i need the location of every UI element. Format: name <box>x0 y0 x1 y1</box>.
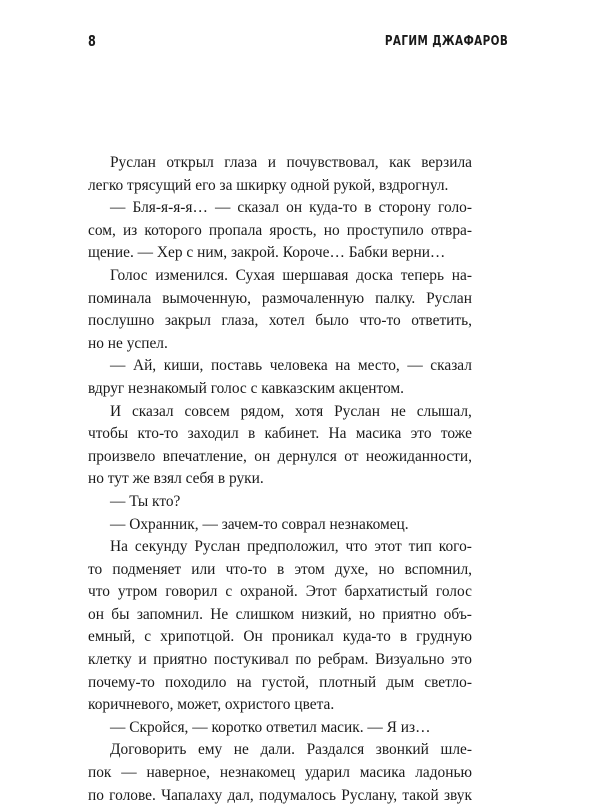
word: рядом, <box>240 402 285 420</box>
word: — <box>110 357 126 375</box>
word: Не <box>210 605 229 623</box>
word: послушно <box>88 312 155 330</box>
text-line <box>88 220 472 243</box>
word: из <box>122 221 138 239</box>
word: — <box>407 357 423 375</box>
word: как <box>389 154 411 171</box>
word: пропала <box>208 221 263 239</box>
word: Ай, <box>132 357 157 375</box>
page-number: 8 <box>88 32 96 50</box>
word: наверное, <box>146 764 211 782</box>
text-line <box>88 672 472 695</box>
word: звук <box>443 786 472 804</box>
word: что <box>88 583 110 601</box>
word: не <box>233 741 249 759</box>
word: это <box>410 425 432 443</box>
word: или <box>191 560 216 578</box>
word: не <box>390 402 406 420</box>
text-line <box>88 739 472 762</box>
word: запомнил. <box>136 605 203 623</box>
word: заходил <box>187 425 239 443</box>
text-line <box>88 559 472 582</box>
word: говорил <box>165 583 218 601</box>
word: подумалось <box>259 786 337 804</box>
page-header <box>88 32 508 56</box>
text-line <box>88 649 472 672</box>
word: дым <box>386 673 415 691</box>
word: сказал <box>131 402 174 420</box>
word: голос <box>435 583 472 601</box>
word: шле- <box>440 741 472 759</box>
word: емный, <box>88 628 136 646</box>
word: Руслан <box>426 289 472 307</box>
word: плотный <box>319 673 377 691</box>
word: приятно <box>153 651 208 669</box>
word: от <box>344 447 359 465</box>
word: он <box>286 199 303 217</box>
word: тоже <box>440 425 472 443</box>
word: Бля-я-я-я… <box>132 199 208 217</box>
text-line <box>88 581 472 604</box>
word: отвра- <box>430 221 472 239</box>
word: с <box>225 583 233 601</box>
word: ударил <box>304 764 350 782</box>
word: почувствовал, <box>286 154 379 171</box>
word: Руслану, <box>341 786 398 804</box>
word: проникал <box>271 628 334 646</box>
text-line <box>88 604 472 627</box>
text-line <box>88 423 472 446</box>
word: слышал, <box>416 402 472 420</box>
word: совсем <box>184 402 230 420</box>
word: на- <box>451 266 472 284</box>
word: сказал <box>237 199 280 217</box>
word: кто-то <box>137 425 179 443</box>
word: по <box>295 651 312 669</box>
text-line: — Охранник, — зачем-то соврал незнакомец. <box>110 515 409 533</box>
word: предположил, <box>247 538 339 556</box>
word: голо- <box>438 199 472 217</box>
word: это <box>451 651 472 669</box>
text-line: вдруг незнакомый голос с кавказским акцентом. <box>88 379 405 397</box>
word: почему-то <box>88 673 155 691</box>
text-line <box>88 288 472 311</box>
word: Этот <box>305 583 337 601</box>
word: Руслан <box>194 538 241 556</box>
word: впечатление, <box>162 447 247 465</box>
text-line: — Скройся, — коротко ответил масик. — Я из… <box>110 718 431 736</box>
text-line: но тут же взял себя в руки. <box>88 470 264 488</box>
word: Чапалаху <box>161 786 223 804</box>
word: размочаленную <box>261 289 365 307</box>
word: На <box>110 538 128 556</box>
word: светло- <box>424 673 472 691</box>
word: хрипотцой. <box>160 628 235 646</box>
word: незнакомец <box>219 764 296 782</box>
word: ответить, <box>411 312 472 330</box>
word: и <box>138 651 147 669</box>
word: шершавая <box>282 266 349 284</box>
word: охраной. <box>240 583 298 601</box>
word: человека <box>269 357 328 375</box>
word: изменился. <box>155 266 228 284</box>
word: глаза, <box>221 312 259 330</box>
word: кабинет. <box>264 425 320 443</box>
word: в <box>277 560 285 578</box>
word: На <box>328 425 347 443</box>
word: на <box>236 673 252 691</box>
word: что-то <box>359 312 401 330</box>
text-line: но не успел. <box>88 334 168 352</box>
word: куда-то <box>309 199 358 217</box>
text-line <box>88 152 472 175</box>
word: было <box>315 312 349 330</box>
word: бы <box>111 605 130 623</box>
body-text <box>88 152 472 807</box>
word: ладонью <box>415 764 472 782</box>
word: пок <box>88 764 112 782</box>
word: он <box>88 605 104 623</box>
word: этот <box>374 538 402 556</box>
word: — <box>110 199 126 217</box>
word: по <box>88 786 104 804</box>
word: масика <box>359 764 406 782</box>
word: палку. <box>375 289 416 307</box>
word: ребрам. <box>317 651 369 669</box>
word: объ- <box>443 605 472 623</box>
running-title: РАГИМ ДЖАФАРОВ <box>384 34 508 49</box>
word: которого <box>144 221 202 239</box>
word: на <box>335 357 351 375</box>
word: Договорить <box>110 741 187 759</box>
word: духе, <box>334 560 369 578</box>
word: Раздался <box>306 741 365 759</box>
word: секунду <box>134 538 188 556</box>
word: — <box>214 199 231 217</box>
text-line <box>88 626 472 649</box>
word: что-то <box>225 560 267 578</box>
word: утром <box>117 583 158 601</box>
word: слишком <box>235 605 295 623</box>
word: закрыл <box>164 312 211 330</box>
word: поставь <box>210 357 263 375</box>
word: в <box>399 628 408 646</box>
word: дернулся <box>277 447 337 465</box>
word: верзила <box>421 154 472 171</box>
word: что <box>345 538 368 556</box>
text-line: щение. — Хер с ним, закрой. Короче… Бабки верни… <box>88 244 446 262</box>
word: сказал <box>430 357 472 375</box>
word: теперь <box>400 266 445 284</box>
word: с <box>144 628 152 646</box>
word: доска <box>356 266 393 284</box>
word: куда-то <box>342 628 391 646</box>
word: киши, <box>163 357 204 375</box>
text-line <box>88 265 472 288</box>
word: Сухая <box>235 266 275 284</box>
word: густой, <box>261 673 309 691</box>
word: Руслан <box>334 402 380 420</box>
word: неожиданности, <box>365 447 472 465</box>
word: масика <box>355 425 402 443</box>
word: грудную <box>416 628 472 646</box>
word: Голос <box>110 266 148 284</box>
word: низкий, <box>301 605 352 623</box>
word: Визуально <box>375 651 445 669</box>
word: Руслан <box>110 154 156 171</box>
word: ярость, <box>269 221 317 239</box>
text-line: — Ты кто? <box>110 492 181 510</box>
text-line <box>88 762 472 785</box>
text-line <box>88 401 472 424</box>
text-line <box>88 197 472 220</box>
word: походило <box>165 673 227 691</box>
word: в <box>247 425 256 443</box>
word: произвело <box>88 447 156 465</box>
word: дал, <box>227 786 254 804</box>
word: но <box>378 560 395 578</box>
word: но <box>323 221 340 239</box>
word: вымоченную, <box>162 289 251 307</box>
text-line: коричневого, может, охристого цвета. <box>88 696 335 714</box>
word: проступило <box>346 221 424 239</box>
word: — <box>121 764 137 782</box>
word: то <box>88 560 103 578</box>
word: дали. <box>260 741 296 759</box>
word: сом, <box>88 221 116 239</box>
word: сторону <box>378 199 431 217</box>
text-line <box>88 446 472 469</box>
word: голове. <box>109 786 156 804</box>
word: подменяет <box>112 560 182 578</box>
word: постукивал <box>213 651 289 669</box>
word: поминала <box>88 289 152 307</box>
word: в <box>364 199 372 217</box>
word: ему <box>197 741 223 759</box>
word: открыл <box>166 154 214 171</box>
word: вспомнил, <box>404 560 472 578</box>
text-line <box>88 310 472 333</box>
word: этом <box>294 560 325 578</box>
word: глаза <box>224 154 258 171</box>
word: звонкий <box>375 741 429 759</box>
word: хотя <box>295 402 324 420</box>
text-line <box>88 536 472 559</box>
text-line <box>88 785 472 807</box>
word: И <box>110 402 122 420</box>
text-line <box>88 355 472 378</box>
word: чтобы <box>88 425 129 443</box>
word: хотел <box>268 312 305 330</box>
word: тип <box>408 538 432 556</box>
word: клетку <box>88 651 132 669</box>
word: приятно <box>382 605 437 623</box>
word: и <box>267 154 277 171</box>
word: но <box>359 605 376 623</box>
text-line: легко трясущий его за шкирку одной рукой, вздрогнул. <box>88 176 449 194</box>
word: место, <box>357 357 400 375</box>
word: бархатистый <box>344 583 428 601</box>
word: кого- <box>438 538 472 556</box>
word: такой <box>402 786 439 804</box>
word: Он <box>243 628 263 646</box>
word: он <box>254 447 271 465</box>
